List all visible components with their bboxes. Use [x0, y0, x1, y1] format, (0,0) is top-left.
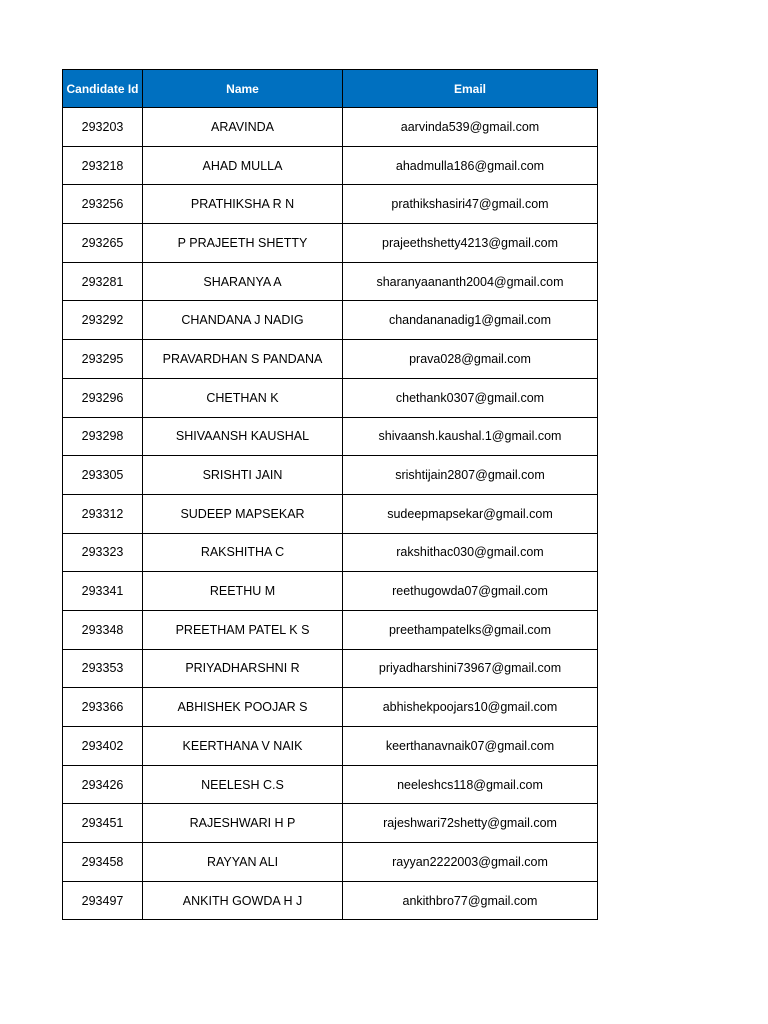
cell-name: P PRAJEETH SHETTY: [143, 224, 343, 263]
cell-name: ANKITH GOWDA H J: [143, 881, 343, 920]
cell-candidate-id: 293497: [63, 881, 143, 920]
cell-candidate-id: 293256: [63, 185, 143, 224]
cell-name: SRISHTI JAIN: [143, 456, 343, 495]
cell-email: prava028@gmail.com: [343, 340, 598, 379]
cell-email: rajeshwari72shetty@gmail.com: [343, 804, 598, 843]
cell-name: PRATHIKSHA R N: [143, 185, 343, 224]
table-row: [63, 765, 598, 804]
cell-email: neeleshcs118@gmail.com: [343, 765, 598, 804]
cell-email: prajeethshetty4213@gmail.com: [343, 224, 598, 263]
header-row: [63, 70, 598, 108]
table-body: [63, 108, 598, 920]
cell-email: sudeepmapsekar@gmail.com: [343, 494, 598, 533]
table-row: [63, 108, 598, 147]
cell-candidate-id: 293292: [63, 301, 143, 340]
cell-name: REETHU M: [143, 572, 343, 611]
cell-email: chandananadig1@gmail.com: [343, 301, 598, 340]
cell-candidate-id: 293296: [63, 378, 143, 417]
cell-candidate-id: 293218: [63, 146, 143, 185]
cell-email: prathikshasiri47@gmail.com: [343, 185, 598, 224]
cell-candidate-id: 293265: [63, 224, 143, 263]
table-row: [63, 727, 598, 766]
table-row: [63, 146, 598, 185]
table-row: [63, 378, 598, 417]
cell-email: rakshithac030@gmail.com: [343, 533, 598, 572]
cell-candidate-id: 293298: [63, 417, 143, 456]
table-row: [63, 494, 598, 533]
cell-name: RAKSHITHA C: [143, 533, 343, 572]
table-row: [63, 224, 598, 263]
cell-name: ABHISHEK POOJAR S: [143, 688, 343, 727]
table-row: [63, 301, 598, 340]
cell-candidate-id: 293312: [63, 494, 143, 533]
cell-email: reethugowda07@gmail.com: [343, 572, 598, 611]
table-row: [63, 881, 598, 920]
cell-email: chethank0307@gmail.com: [343, 378, 598, 417]
cell-name: SUDEEP MAPSEKAR: [143, 494, 343, 533]
header-email: Email: [343, 70, 598, 108]
cell-email: sharanyaananth2004@gmail.com: [343, 262, 598, 301]
table-row: [63, 804, 598, 843]
cell-email: abhishekpoojars10@gmail.com: [343, 688, 598, 727]
cell-name: ARAVINDA: [143, 108, 343, 147]
cell-candidate-id: 293366: [63, 688, 143, 727]
cell-candidate-id: 293305: [63, 456, 143, 495]
cell-email: shivaansh.kaushal.1@gmail.com: [343, 417, 598, 456]
cell-name: PREETHAM PATEL K S: [143, 610, 343, 649]
cell-candidate-id: 293426: [63, 765, 143, 804]
cell-name: SHARANYA A: [143, 262, 343, 301]
cell-candidate-id: 293353: [63, 649, 143, 688]
cell-candidate-id: 293295: [63, 340, 143, 379]
table-row: [63, 417, 598, 456]
table-row: [63, 533, 598, 572]
cell-name: CHETHAN K: [143, 378, 343, 417]
cell-candidate-id: 293281: [63, 262, 143, 301]
table-row: [63, 340, 598, 379]
candidate-table: [62, 69, 598, 920]
header-name: Name: [143, 70, 343, 108]
cell-candidate-id: 293451: [63, 804, 143, 843]
table-row: [63, 185, 598, 224]
cell-candidate-id: 293341: [63, 572, 143, 611]
cell-email: aarvinda539@gmail.com: [343, 108, 598, 147]
cell-name: SHIVAANSH KAUSHAL: [143, 417, 343, 456]
table-row: [63, 843, 598, 882]
cell-email: ahadmulla186@gmail.com: [343, 146, 598, 185]
cell-candidate-id: 293203: [63, 108, 143, 147]
cell-name: CHANDANA J NADIG: [143, 301, 343, 340]
cell-email: srishtijain2807@gmail.com: [343, 456, 598, 495]
cell-email: preethampatelks@gmail.com: [343, 610, 598, 649]
cell-name: KEERTHANA V NAIK: [143, 727, 343, 766]
cell-name: PRAVARDHAN S PANDANA: [143, 340, 343, 379]
cell-name: RAJESHWARI H P: [143, 804, 343, 843]
cell-email: priyadharshini73967@gmail.com: [343, 649, 598, 688]
table-header: [63, 70, 598, 108]
table-row: [63, 572, 598, 611]
table-row: [63, 610, 598, 649]
cell-email: rayyan2222003@gmail.com: [343, 843, 598, 882]
cell-name: AHAD MULLA: [143, 146, 343, 185]
cell-candidate-id: 293402: [63, 727, 143, 766]
table-row: [63, 456, 598, 495]
cell-name: RAYYAN ALI: [143, 843, 343, 882]
cell-candidate-id: 293348: [63, 610, 143, 649]
header-candidate-id: Candidate Id: [63, 70, 143, 108]
cell-email: keerthanavnaik07@gmail.com: [343, 727, 598, 766]
table-row: [63, 649, 598, 688]
cell-email: ankithbro77@gmail.com: [343, 881, 598, 920]
cell-candidate-id: 293323: [63, 533, 143, 572]
cell-name: PRIYADHARSHNI R: [143, 649, 343, 688]
cell-candidate-id: 293458: [63, 843, 143, 882]
table-row: [63, 688, 598, 727]
table-row: [63, 262, 598, 301]
cell-name: NEELESH C.S: [143, 765, 343, 804]
